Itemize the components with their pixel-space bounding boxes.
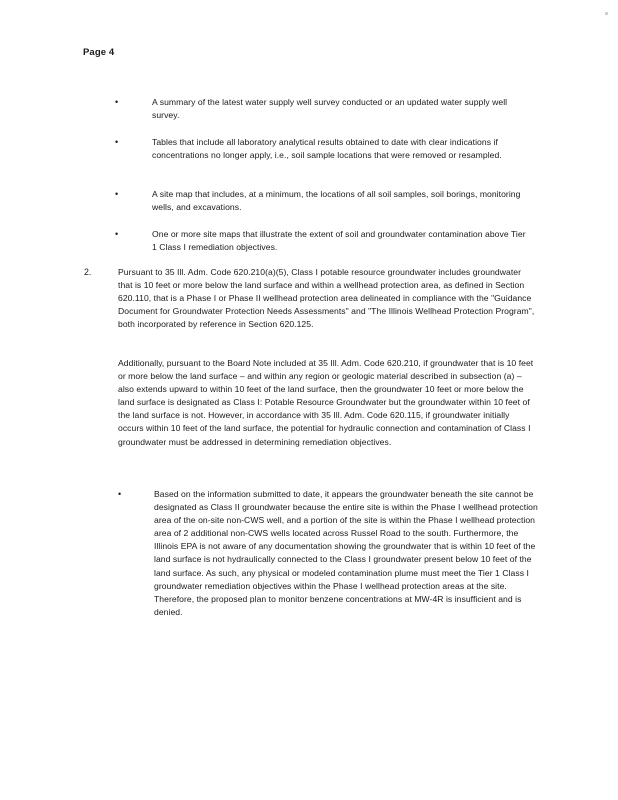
scan-speck [605, 12, 608, 15]
item-number: 2. [84, 267, 92, 277]
bullet-icon: • [115, 229, 119, 239]
bullet-icon: • [115, 97, 119, 107]
page-number: Page 4 [83, 47, 115, 58]
bullet-text: Tables that include all laboratory analytical results obtained to date with clear indications if concentrations no longer apply, i.e., soil sample locations that were removed or resampled. [152, 137, 502, 161]
bullet-text: A summary of the latest water supply well survey conducted or an updated water supply well survey. [152, 97, 508, 121]
bullet-icon: • [115, 189, 119, 199]
bullet-text: A site map that includes, at a minimum, the locations of all soil samples, soil borings, monitoring wells, and excavations. [152, 189, 521, 213]
bullet-icon: • [118, 489, 122, 499]
paragraph-determination: Based on the information submitted to date, it appears the groundwater beneath the site cannot be designated as Class II groundwater because the entire site is within the Phase I wellhead protection area of the on-site non-CWS well, and a portion of the site is within the Phase I wellhead protection area of 2 additional non-CWS wells located across Russel Road to the south. Furthermore, the Illinois EPA is not aware of any documentation showing the groundwater that is within 10 feet of the land surface is not hydraulically connected to the Class I groundwater present below 10 feet of the land surface. As such, any physical or modeled contamination plume must meet the Tier 1 Class I groundwater remediation objectives within the Phase I wellhead protection areas at the site. Therefore, the proposed plan to monitor benzene concentrations at MW-4R is insufficient and is denied. [154, 489, 538, 617]
paragraph-class-i-groundwater: Pursuant to 35 Ill. Adm. Code 620.210(a)(5), Class I potable resource groundwater includes groundwater that is 10 feet or more below the land surface and within a wellhead protection area, as defined in Section 620.110, that is a Phase I or Phase II wellhead protection area delineated in compliance with the "Guidance Document for Groundwater Protection Needs Assessments" and "The Illinois Wellhead Protection Program", both incorporated by reference in Section 620.125. [118, 267, 535, 330]
paragraph-board-note: Additionally, pursuant to the Board Note included at 35 Ill. Adm. Code 620.210, if groundwater that is 10 feet or more below the land surface – and within any region or geologic material described in subsection (a) – also extends upward to within 10 feet of the land surface, then the groundwater 10 feet or more below the land surface is designated as Class I: Potable Resource Groundwater but the groundwater within 10 feet of the land surface is not. However, in accordance with 35 Ill. Adm. Code 620.115, if groundwater initially occurs within 10 feet of the land surface, the potential for hydraulic connection and contamination of Class I groundwater must be addressed in determining remediation objectives. [118, 358, 534, 447]
bullet-icon: • [115, 137, 119, 147]
bullet-text: One or more site maps that illustrate the extent of soil and groundwater contamination above Tier 1 Class I remediation objectives. [152, 229, 526, 253]
